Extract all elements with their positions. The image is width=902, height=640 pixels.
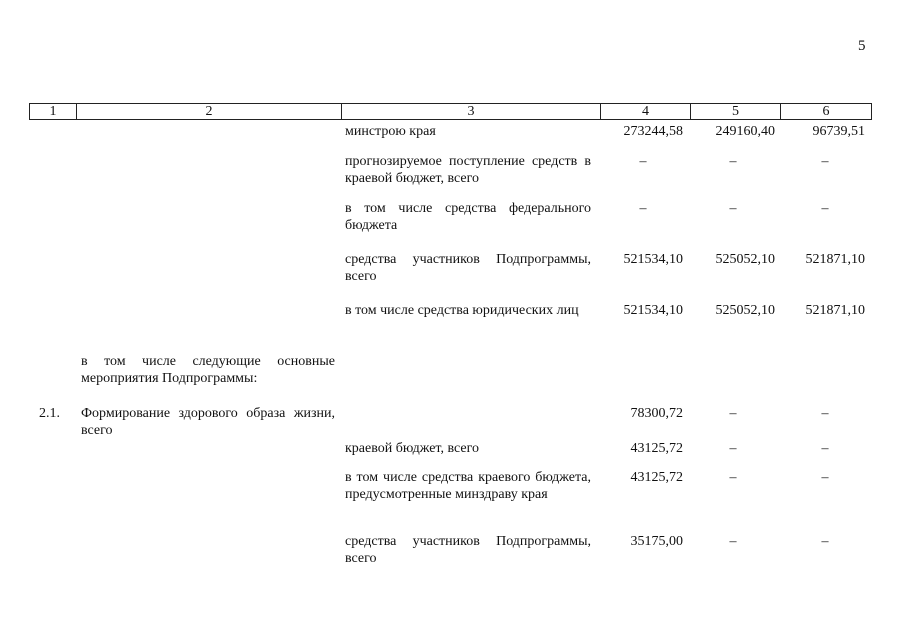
value-col-4: 273244,58: [623, 124, 683, 139]
value-col-6: –: [821, 406, 829, 421]
row-title: в том числе следующие основные мероприятия Подпрограммы:: [81, 354, 335, 386]
column-header-6: 6: [781, 104, 872, 120]
value-col-6: –: [821, 441, 829, 456]
value-col-5: –: [729, 406, 737, 421]
column-header-1: 1: [30, 104, 77, 120]
value-col-5: –: [729, 470, 737, 485]
row-title: Формирование здорового образа жизни, всего: [81, 406, 335, 438]
value-col-6: 521871,10: [805, 252, 865, 267]
value-col-5: –: [729, 534, 737, 549]
value-col-6: –: [821, 534, 829, 549]
value-col-5: –: [729, 154, 737, 169]
value-col-4: 521534,10: [623, 252, 683, 267]
column-header-5: 5: [691, 104, 781, 120]
value-col-6: 96739,51: [812, 124, 865, 139]
row-description: средства участников Подпрограммы, всего: [345, 252, 591, 284]
row-description: в том числе средства краевого бюджета, предусмотренные минздраву края: [345, 470, 591, 502]
column-header-row: [29, 103, 872, 120]
row-description: краевой бюджет, всего: [345, 441, 480, 456]
value-col-4: 43125,72: [630, 441, 683, 456]
value-col-5: –: [729, 441, 737, 456]
value-col-4: –: [639, 201, 647, 216]
row-description: минстрою края: [345, 124, 436, 139]
row-number: 2.1.: [39, 406, 60, 421]
value-col-4: 43125,72: [630, 470, 683, 485]
row-description: средства участников Подпрограммы, всего: [345, 534, 591, 566]
value-col-5: –: [729, 201, 737, 216]
value-col-5: 249160,40: [715, 124, 775, 139]
row-description: в том числе средства юридических лиц: [345, 303, 579, 318]
row-description: прогнозируемое поступление средств в краевой бюджет, всего: [345, 154, 591, 186]
row-description: в том числе средства федерального бюджета: [345, 201, 591, 233]
value-col-5: 525052,10: [715, 303, 775, 318]
column-header-4: 4: [601, 104, 691, 120]
value-col-6: –: [821, 154, 829, 169]
value-col-4: –: [639, 154, 647, 169]
column-header-3: 3: [342, 104, 601, 120]
value-col-6: –: [821, 470, 829, 485]
value-col-4: 35175,00: [630, 534, 683, 549]
column-header-2: 2: [77, 104, 342, 120]
value-col-6: 521871,10: [805, 303, 865, 318]
value-col-4: 521534,10: [623, 303, 683, 318]
value-col-6: –: [821, 201, 829, 216]
page-number: 5: [858, 38, 866, 54]
value-col-4: 78300,72: [630, 406, 683, 421]
value-col-5: 525052,10: [715, 252, 775, 267]
